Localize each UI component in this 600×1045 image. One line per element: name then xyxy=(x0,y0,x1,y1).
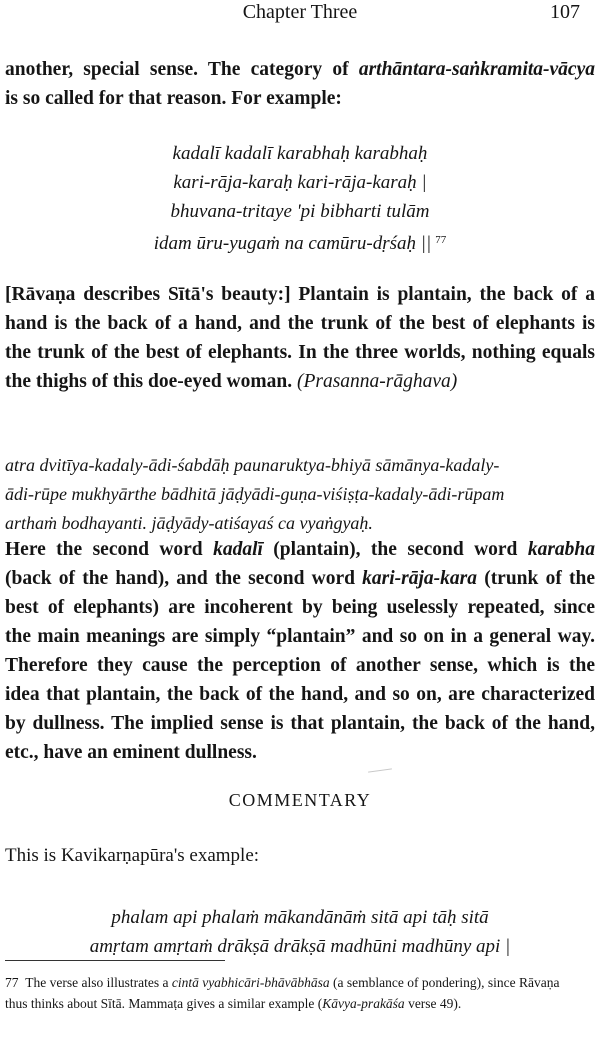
footnote-reference: 77 xyxy=(435,234,447,246)
paragraph-line: best of elephants) are incoherent by being uselessly repeated, since xyxy=(5,597,595,618)
stray-mark xyxy=(368,768,392,772)
paragraph-line: Therefore they cause the perception of another sense, which is the xyxy=(5,655,595,676)
verse-line: amṛtam amṛtaṁ drākṣā drākṣā madhūni madhūny api | xyxy=(89,936,511,957)
paragraph-line: Here the second word kadalī (plantain), the second word karabha xyxy=(5,539,595,560)
paragraph-line: another, special sense. The category of arthāntara-saṅkramita-vācya xyxy=(5,59,595,80)
italic-term: kadalī xyxy=(213,539,263,560)
sanskrit-line: atra dvitīya-kadaly-ādi-śabdāḥ paunaruktya-bhiyā sāmānya-kadaly- xyxy=(5,455,500,475)
verse-line: idam ūru-yugaṁ na camūru-dṛśaḥ || $^{77}$ xyxy=(153,233,447,254)
italic-term: karabha xyxy=(527,539,595,560)
commentary-intro: This is Kavikarṇapūra's example: xyxy=(5,845,260,866)
paragraph-line: is so called for that reason. For example: xyxy=(5,88,342,109)
intro-paragraph xyxy=(5,55,595,113)
paragraph-line: the trunk of the best of elephants. In the three worlds, nothing equals xyxy=(5,342,595,363)
page-number: 107 xyxy=(550,1,580,23)
explanation-paragraph xyxy=(5,535,595,767)
commentary-verse xyxy=(0,903,600,961)
source-citation: (Prasanna-rāghava) xyxy=(296,371,458,392)
sanskrit-line: ādi-rūpe mukhyārthe bādhitā jāḍyādi-guṇa-viśiṣṭa-kadaly-ādi-rūpam xyxy=(5,484,505,504)
footnote-number: 77 xyxy=(5,975,19,990)
italic-term: arthāntara-saṅkramita-vācya xyxy=(358,59,595,80)
paragraph-line: the main meanings are simply “plantain” and so on in a general way. xyxy=(5,626,595,647)
paragraph-line: [Rāvaṇa describes Sītā's beauty:] Plantain is plantain, the back of a xyxy=(5,284,595,305)
paragraph-line: (back of the hand), and the second word kari-rāja-kara (trunk of the xyxy=(5,568,595,589)
footnote: 77 The verse also illustrates a cintā vyabhicāri-bhāvābhāsa (a semblance of pondering), since Rāvaṇa thus thinks about Sītā. Mammaṭa gives a similar example (Kāvya-prakāśa verse 49). xyxy=(5,975,560,1011)
paragraph-line: the thighs of this doe-eyed woman. (Prasanna-rāghava) xyxy=(5,371,458,392)
sanskrit-passage xyxy=(5,451,595,538)
sanskrit-line: arthaṁ bodhayanti. jāḍyādy-atiśayaś ca vyaṅgyaḥ. xyxy=(5,513,373,533)
translation-paragraph xyxy=(5,280,595,396)
italic-term: kari-rāja-kara xyxy=(362,568,477,589)
verse-block xyxy=(0,139,600,258)
chapter-title: Chapter Three xyxy=(242,1,358,23)
verse-line: bhuvana-tritaye 'pi bibharti tulām xyxy=(170,201,430,222)
paragraph-line: by dullness. The implied sense is that plantain, the back of the hand, xyxy=(5,713,595,734)
section-heading: COMMENTARY xyxy=(228,790,372,810)
verse-line: kadalī kadalī karabhaḥ karabhaḥ xyxy=(172,143,428,164)
paragraph-line: hand is the back of a hand, and the trunk of the best of elephants is xyxy=(5,313,595,334)
footnote-divider xyxy=(5,960,225,961)
paragraph-line: etc., have an eminent dullness. xyxy=(5,742,257,763)
verse-line: kari-rāja-karaḥ kari-rāja-karaḥ | xyxy=(173,172,427,193)
paragraph-line: idea that plantain, the back of the hand, and so on, are characterized xyxy=(5,684,595,705)
verse-line: phalam api phalaṁ mākandānāṁ sitā api tāḥ sitā xyxy=(111,907,489,928)
